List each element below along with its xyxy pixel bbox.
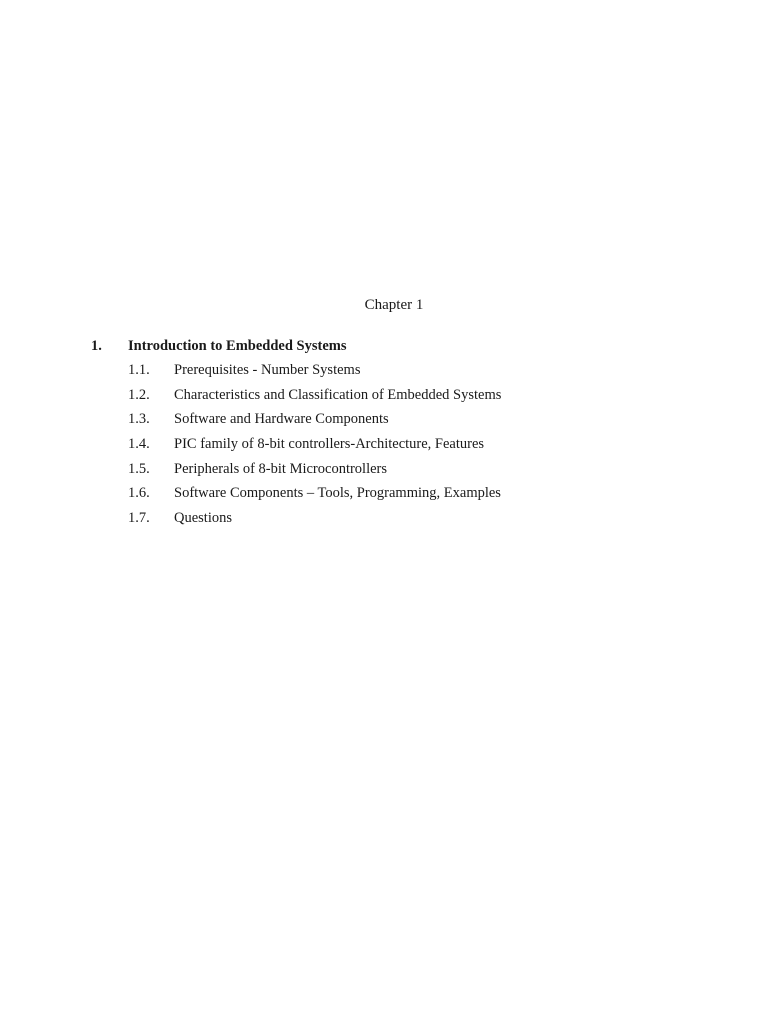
- subsection-number: 1.6.: [128, 485, 150, 502]
- subsection-title: Peripherals of 8-bit Microcontrollers: [174, 460, 388, 477]
- subsection-item: [91, 509, 691, 534]
- subsection-number: 1.1.: [128, 362, 150, 378]
- subsection-item: [91, 484, 691, 509]
- subsection-title: Prerequisites - Number Systems: [174, 362, 361, 378]
- subsection-number: 1.5.: [128, 460, 150, 477]
- subsection-title: Software and Hardware Components: [174, 411, 389, 428]
- section-heading: [91, 337, 691, 355]
- subsection-title: PIC family of 8-bit controllers-Architecture, Features: [174, 436, 485, 453]
- subsection-item: [91, 410, 691, 435]
- subsection-number: 1.2.: [128, 386, 150, 403]
- subsection-item: [91, 361, 691, 386]
- subsection-title: Software Components – Tools, Programming, Examples: [174, 485, 501, 502]
- subsection-number: 1.7.: [128, 510, 150, 527]
- section-title: Introduction to Embedded Systems: [128, 338, 347, 354]
- chapter-heading: Chapter 1: [364, 297, 424, 313]
- subsection-number: 1.4.: [128, 436, 150, 453]
- subsection-list: [91, 361, 691, 534]
- chapter-contents: [91, 337, 691, 534]
- subsection-title: Questions: [174, 510, 232, 527]
- subsection-title: Characteristics and Classification of Embedded Systems: [174, 386, 502, 403]
- subsection-item: [91, 460, 691, 485]
- subsection-item: [91, 386, 691, 411]
- subsection-number: 1.3.: [128, 411, 150, 428]
- subsection-item: [91, 435, 691, 460]
- section-number: 1.: [91, 338, 102, 354]
